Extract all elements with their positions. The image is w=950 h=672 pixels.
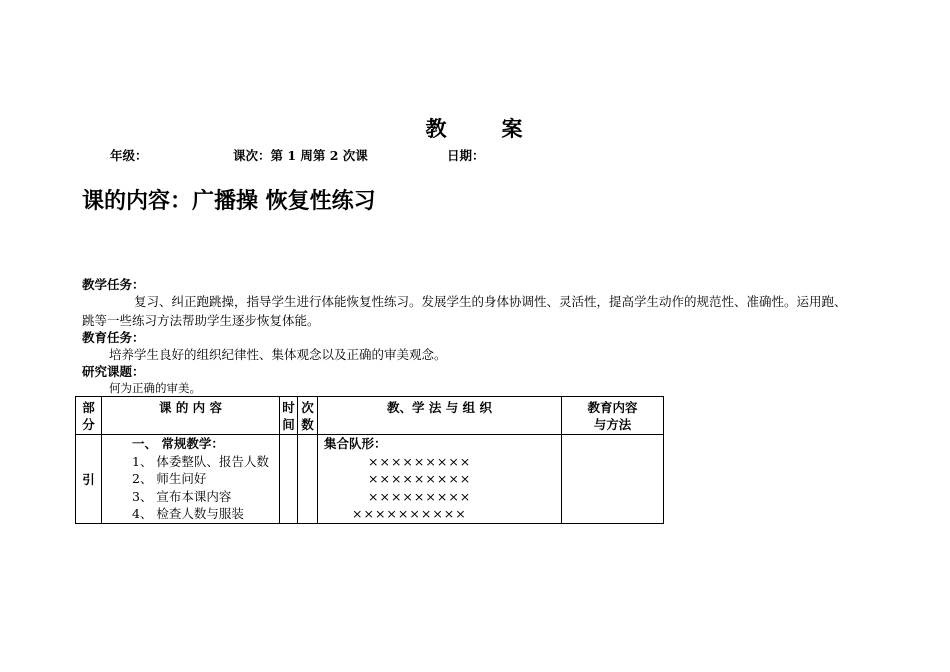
row-part-cell: 引 [76, 435, 102, 524]
title-char-1: 教 [425, 116, 449, 141]
header-content: 课 的 内 容 [102, 397, 280, 435]
teaching-task-label: 教学任务： [82, 277, 145, 292]
research-topic-label: 研究课题： [82, 364, 145, 379]
education-task-label: 教育任务： [82, 330, 145, 345]
teaching-task-line-1: 复习、纠正跑跳操，指导学生进行体能恢复性练习。发展学生的身体协调性、灵活性，提高学生动作的规范性、准确性。运用跑、 [134, 294, 847, 309]
lesson-number-label: 课次：第 1 周第 2 次课 [233, 148, 368, 163]
header-time: 时 间 [280, 397, 298, 435]
teaching-task-line-2: 跳等一些练习方法帮助学生逐步恢复体能。 [82, 313, 320, 328]
grade-label: 年级： [110, 148, 148, 163]
formation-row: ×××××××××× [352, 506, 467, 521]
date-label: 日期： [447, 148, 485, 163]
lesson-plan-table [75, 396, 664, 524]
education-task-text: 培养学生良好的组织纪律性、集体观念以及正确的审美观念。 [109, 347, 447, 362]
table-row [76, 435, 664, 524]
row-time-cell [280, 435, 298, 524]
header-education: 教育内容 与方法 [562, 397, 664, 435]
header-part: 部 分 [76, 397, 102, 435]
document-title [0, 113, 950, 143]
formation-row: ××××××××× [368, 453, 472, 469]
row-count-cell [298, 435, 318, 524]
research-topic-text: 何为正确的审美。 [109, 381, 201, 395]
row-method-cell: 集合队形： ××××××××× ××××××××× ××××××××× ×××××××××× [318, 435, 562, 524]
formation-row: ××××××××× [368, 471, 472, 486]
table-header-row [76, 397, 664, 435]
row-education-cell [562, 435, 664, 524]
title-char-2: 案 [501, 116, 525, 141]
header-method: 教、学 法 与 组 织 [318, 397, 562, 435]
lesson-content-heading: 课的内容：广播操 恢复性练习 [82, 189, 376, 214]
formation-row: ××××××××× [368, 488, 472, 504]
header-count: 次 数 [298, 397, 318, 435]
row-content-cell: 一、 常规教学： 1、 体委整队、报告人数 2、 师生问好 3、 宣布本课内容 4、 检查人数与服装 [102, 435, 280, 524]
